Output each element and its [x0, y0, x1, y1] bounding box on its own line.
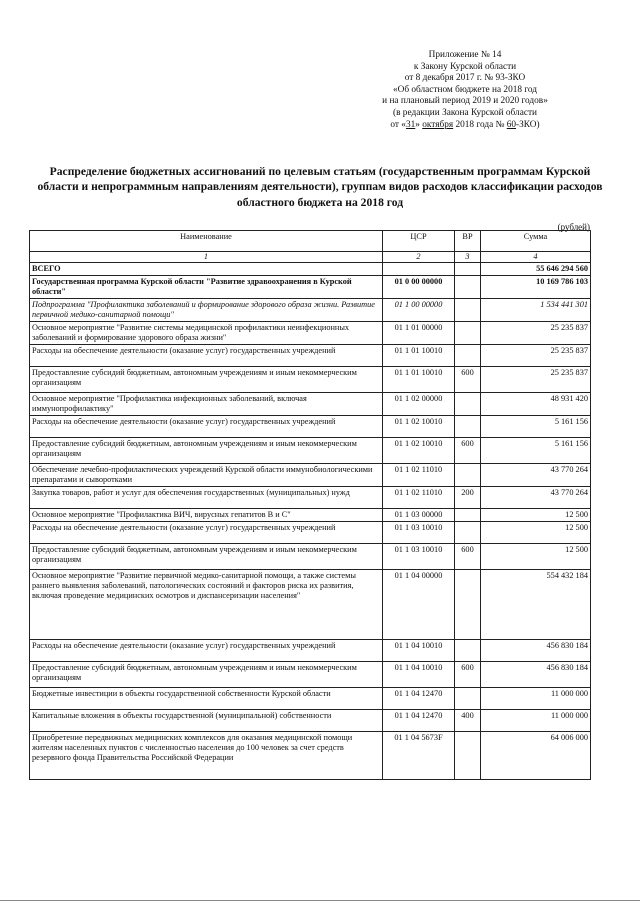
annex-text: »: [415, 119, 423, 130]
row-csr: 01 1 03 00000: [383, 509, 455, 522]
document-title: Распределение бюджетных ассигнований по целевым статьям (государственным программам Курской области и непрограммным направлениям деятельности), группам видов расходов классификации расходов областного бюджета на 2018 год: [37, 165, 603, 209]
annex-text: 2018 года №: [453, 119, 507, 130]
row-vr: [455, 509, 481, 522]
row-csr: 01 1 01 10010: [383, 367, 455, 393]
header-csr: ЦСР: [383, 231, 455, 252]
row-sum: 554 432 184: [481, 570, 591, 640]
table-row: [30, 276, 591, 299]
column-number: 4: [481, 252, 591, 263]
row-sum: 1 534 441 301: [481, 299, 591, 322]
row-csr: 01 1 04 00000: [383, 570, 455, 640]
row-csr: 01 1 01 00000: [383, 322, 455, 345]
row-sum: 456 830 184: [481, 640, 591, 662]
row-vr: [455, 276, 481, 299]
table-row: [30, 322, 591, 345]
row-csr: 01 1 02 10010: [383, 438, 455, 464]
row-name: Подпрограмма "Профилактика заболеваний и формирование здорового образа жизни. Развитие первичной медико-санитарной помощи": [30, 299, 383, 322]
annex-line: и на плановый период 2019 и 2020 годов»: [382, 96, 548, 107]
row-sum: 456 830 184: [481, 662, 591, 688]
row-sum: 25 235 837: [481, 345, 591, 367]
row-csr: 01 1 02 00000: [383, 393, 455, 416]
row-sum: 5 161 156: [481, 416, 591, 438]
row-name: Основное мероприятие "Профилактика инфекционных заболеваний, включая иммунопрофилактику": [30, 393, 383, 416]
annex-header: [330, 50, 600, 131]
row-name: Расходы на обеспечение деятельности (оказание услуг) государственных учреждений: [30, 345, 383, 367]
table-row: [30, 522, 591, 544]
row-csr: 01 1 02 11010: [383, 487, 455, 509]
row-csr: 01 0 00 00000: [383, 276, 455, 299]
row-name: Расходы на обеспечение деятельности (оказание услуг) государственных учреждений: [30, 640, 383, 662]
table-row: [30, 509, 591, 522]
row-csr: 01 1 02 10010: [383, 416, 455, 438]
row-name: Основное мероприятие "Профилактика ВИЧ, вирусных гепатитов В и С": [30, 509, 383, 522]
annex-line: «Об областном бюджете на 2018 год: [392, 84, 538, 95]
row-name: Предоставление субсидий бюджетным, автономным учреждениям и иным некоммерческим организациям: [30, 662, 383, 688]
row-sum: 43 770 264: [481, 487, 591, 509]
table-row: [30, 464, 591, 487]
row-name: Капитальные вложения в объекты государственной (муниципальной) собственности: [30, 710, 383, 732]
table-row: [30, 367, 591, 393]
row-name: Расходы на обеспечение деятельности (оказание услуг) государственных учреждений: [30, 416, 383, 438]
header-vr: ВР: [455, 231, 481, 252]
row-sum: 43 770 264: [481, 464, 591, 487]
header-sum: Сумма: [481, 231, 591, 252]
units-label: (рублей): [557, 222, 590, 232]
row-vr: 600: [455, 662, 481, 688]
table-row: [30, 688, 591, 710]
table-row: [30, 710, 591, 732]
row-name: Закупка товаров, работ и услуг для обеспечения государственных (муниципальных) нужд: [30, 487, 383, 509]
annex-day: 31: [405, 119, 416, 130]
table-row: [30, 438, 591, 464]
row-name: Государственная программа Курской области "Развитие здравоохранения в Курской области": [30, 276, 383, 299]
row-vr: [455, 299, 481, 322]
row-sum: 5 161 156: [481, 438, 591, 464]
page-bottom-rule: [0, 900, 640, 901]
annex-line: Приложение № 14: [428, 50, 502, 60]
table-row: [30, 662, 591, 688]
row-sum: 25 235 837: [481, 322, 591, 345]
row-name: Обеспечение лечебно-профилактических учреждений Курской области иммунобиологическими препаратами и сыворотками: [30, 464, 383, 487]
row-sum: 11 000 000: [481, 710, 591, 732]
row-name: Предоставление субсидий бюджетным, автономным учреждениям и иным некоммерческим организациям: [30, 544, 383, 570]
row-sum: 11 000 000: [481, 688, 591, 710]
row-name: Бюджетные инвестиции в объекты государственной собственности Курской области: [30, 688, 383, 710]
row-csr: 01 1 04 10010: [383, 662, 455, 688]
column-number: 3: [455, 252, 481, 263]
annex-text: от «: [390, 119, 406, 130]
row-csr: 01 1 03 10010: [383, 522, 455, 544]
row-vr: 400: [455, 710, 481, 732]
row-sum: 55 646 294 560: [481, 263, 591, 276]
row-vr: [455, 732, 481, 780]
row-sum: 12 500: [481, 509, 591, 522]
row-csr: 01 1 04 12470: [383, 710, 455, 732]
row-vr: [455, 464, 481, 487]
row-name: Предоставление субсидий бюджетным, автономным учреждениям и иным некоммерческим организациям: [30, 438, 383, 464]
row-csr: 01 1 02 11010: [383, 464, 455, 487]
table-row: [30, 345, 591, 367]
row-csr: 01 1 00 00000: [383, 299, 455, 322]
row-csr: 01 1 01 10010: [383, 345, 455, 367]
row-csr: [383, 263, 455, 276]
column-number-row: [30, 252, 591, 263]
row-csr: 01 1 04 12470: [383, 688, 455, 710]
row-vr: [455, 522, 481, 544]
table-row: [30, 416, 591, 438]
row-name: Основное мероприятие "Развитие первичной медико-санитарной помощи, а также системы раннего выявления заболеваний, патологических состояний и факторов риска их развития, включая проведение медицинских осмотров и диспансеризации населения": [30, 570, 383, 640]
row-vr: [455, 688, 481, 710]
column-number: 1: [30, 252, 383, 263]
annex-text: -ЗКО): [516, 119, 540, 130]
annex-number: 60: [506, 119, 517, 130]
row-sum: 12 500: [481, 522, 591, 544]
header-name: Наименование: [30, 231, 383, 252]
row-name: Предоставление субсидий бюджетным, автономным учреждениям и иным некоммерческим организациям: [30, 367, 383, 393]
annex-line-amendment: [330, 120, 600, 132]
annex-line: (в редакции Закона Курской области: [393, 107, 537, 118]
column-number: 2: [383, 252, 455, 263]
budget-table: [29, 230, 591, 780]
table-row: [30, 544, 591, 570]
table-row: [30, 263, 591, 276]
row-vr: 600: [455, 438, 481, 464]
row-name: Основное мероприятие "Развитие системы медицинской профилактики неинфекционных заболеваний и формирование здорового образа жизни": [30, 322, 383, 345]
row-sum: 25 235 837: [481, 367, 591, 393]
table-row: [30, 640, 591, 662]
row-name: Приобретение передвижных медицинских комплексов для оказания медицинской помощи жителям населенных пунктов с численностью населения до 100 человек за счет средств резервного фонда Правительства Российской Федерации: [30, 732, 383, 780]
row-sum: 10 169 786 103: [481, 276, 591, 299]
row-csr: 01 1 04 5673F: [383, 732, 455, 780]
row-vr: [455, 416, 481, 438]
row-vr: [455, 570, 481, 640]
annex-line: от 8 декабря 2017 г. № 93-ЗКО: [404, 73, 526, 84]
row-vr: 600: [455, 544, 481, 570]
row-vr: [455, 263, 481, 276]
row-sum: 64 006 000: [481, 732, 591, 780]
row-vr: [455, 393, 481, 416]
table-row: [30, 393, 591, 416]
row-vr: [455, 345, 481, 367]
table-row: [30, 570, 591, 640]
row-vr: [455, 640, 481, 662]
table-row: [30, 299, 591, 322]
table-header-row: [30, 231, 591, 252]
annex-line: к Закону Курской области: [413, 61, 517, 72]
annex-month: октября: [422, 119, 454, 130]
row-sum: 48 931 420: [481, 393, 591, 416]
row-vr: 600: [455, 367, 481, 393]
row-csr: 01 1 04 10010: [383, 640, 455, 662]
row-csr: 01 1 03 10010: [383, 544, 455, 570]
row-name: Расходы на обеспечение деятельности (оказание услуг) государственных учреждений: [30, 522, 383, 544]
row-vr: [455, 322, 481, 345]
table-row: [30, 732, 591, 780]
row-sum: 12 500: [481, 544, 591, 570]
table-row: [30, 487, 591, 509]
row-name: ВСЕГО: [30, 263, 383, 276]
row-vr: 200: [455, 487, 481, 509]
